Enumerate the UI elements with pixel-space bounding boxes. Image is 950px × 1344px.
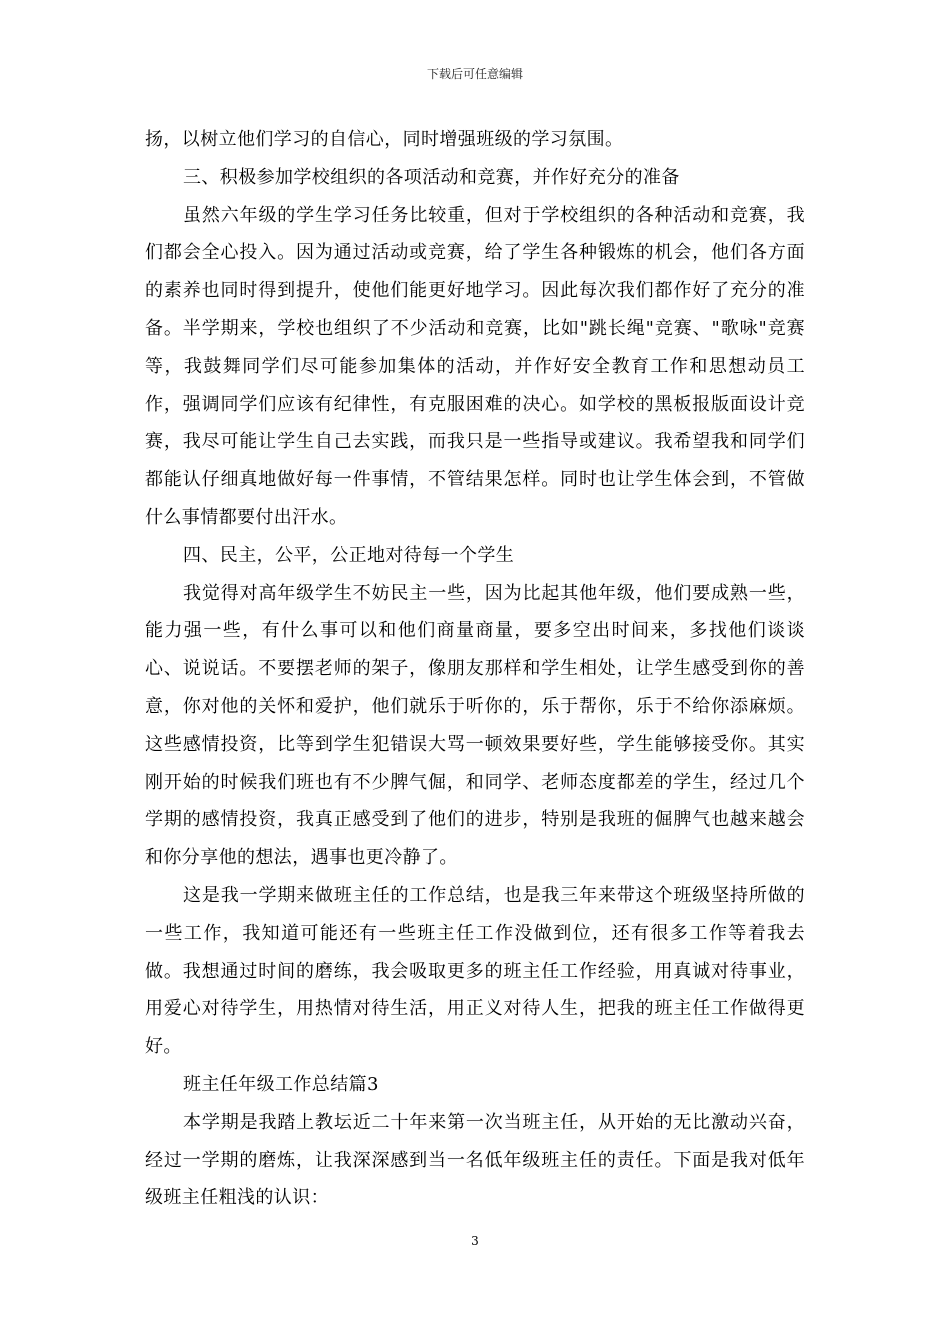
section-heading-3: 三、积极参加学校组织的各项活动和竞赛，并作好充分的准备: [183, 166, 680, 188]
paragraph-8: 本学期是我踏上教坛近二十年来第一次当班主任，从开始的无比激动兴奋，经过一学期的磨炼，让我深深感到当一名低年级班主任的责任。下面是我对低年级班主任粗浅的认识：: [145, 1111, 805, 1209]
document-body: [145, 121, 805, 1217]
page-number: 3: [471, 1234, 479, 1248]
paragraph-1: 扬，以树立他们学习的自信心，同时增强班级的学习氛围。: [145, 129, 624, 150]
paragraph-5: 我觉得对高年级学生不妨民主一些，因为比起其他年级，他们要成熟一些，能力强一些，有什么事可以和他们商量商量，要多空出时间来，多找他们谈谈心、说说话。不要摆老师的架子，像朋友那样和学生相处，让学生感受到你的善意，你对他的关怀和爱护，他们就乐于听你的，乐于帮你，乐于不给你添麻烦。这些感情投资，比等到学生犯错误大骂一顿效果要好些，学生能够接受你。其实刚开始的时候我们班也有不少脾气倔，和同学、老师态度都差的学生，经过几个学期的感情投资，我真正感受到了他们的进步，特别是我班的倔脾气也越来越会和你分享他的想法，遇事也更冷静了。: [145, 582, 805, 869]
article-title: 班主任年级工作总结篇3: [183, 1073, 379, 1095]
paragraph-6: 这是我一学期来做班主任的工作总结，也是我三年来带这个班级坚持所做的一些工作，我知道可能还有一些班主任工作没做到位，还有很多工作等着我去做。我想通过时间的磨练，我会吸取更多的班主任工作经验，用真诚对待事业，用爱心对待学生，用热情对待生活，用正义对待人生，把我的班主任工作做得更好。: [145, 884, 805, 1058]
section-heading-4: 四、民主，公平，公正地对待每一个学生: [183, 544, 515, 566]
page-header: 下载后可任意编辑: [426, 67, 523, 81]
paragraph-3: 虽然六年级的学生学习任务比较重，但对于学校组织的各种活动和竞赛，我们都会全心投入。因为通过活动或竞赛，给了学生各种锻炼的机会，他们各方面的素养也同时得到提升，使他们能更好地学习。因此每次我们都作好了充分的准备。半学期来，学校也组织了不少活动和竞赛，比如"跳长绳"竞赛、"歌咏"竞赛等，我鼓舞同学们尽可能参加集体的活动，并作好安全教育工作和思想动员工作，强调同学们应该有纪律性，有克服困难的决心。如学校的黑板报版面设计竞赛，我尽可能让学生自己去实践，而我只是一些指导或建议。我希望我和同学们都能认仔细真地做好每一件事情，不管结果怎样。同时也让学生体会到，不管做什么事情都要付出汗水。: [145, 204, 805, 528]
